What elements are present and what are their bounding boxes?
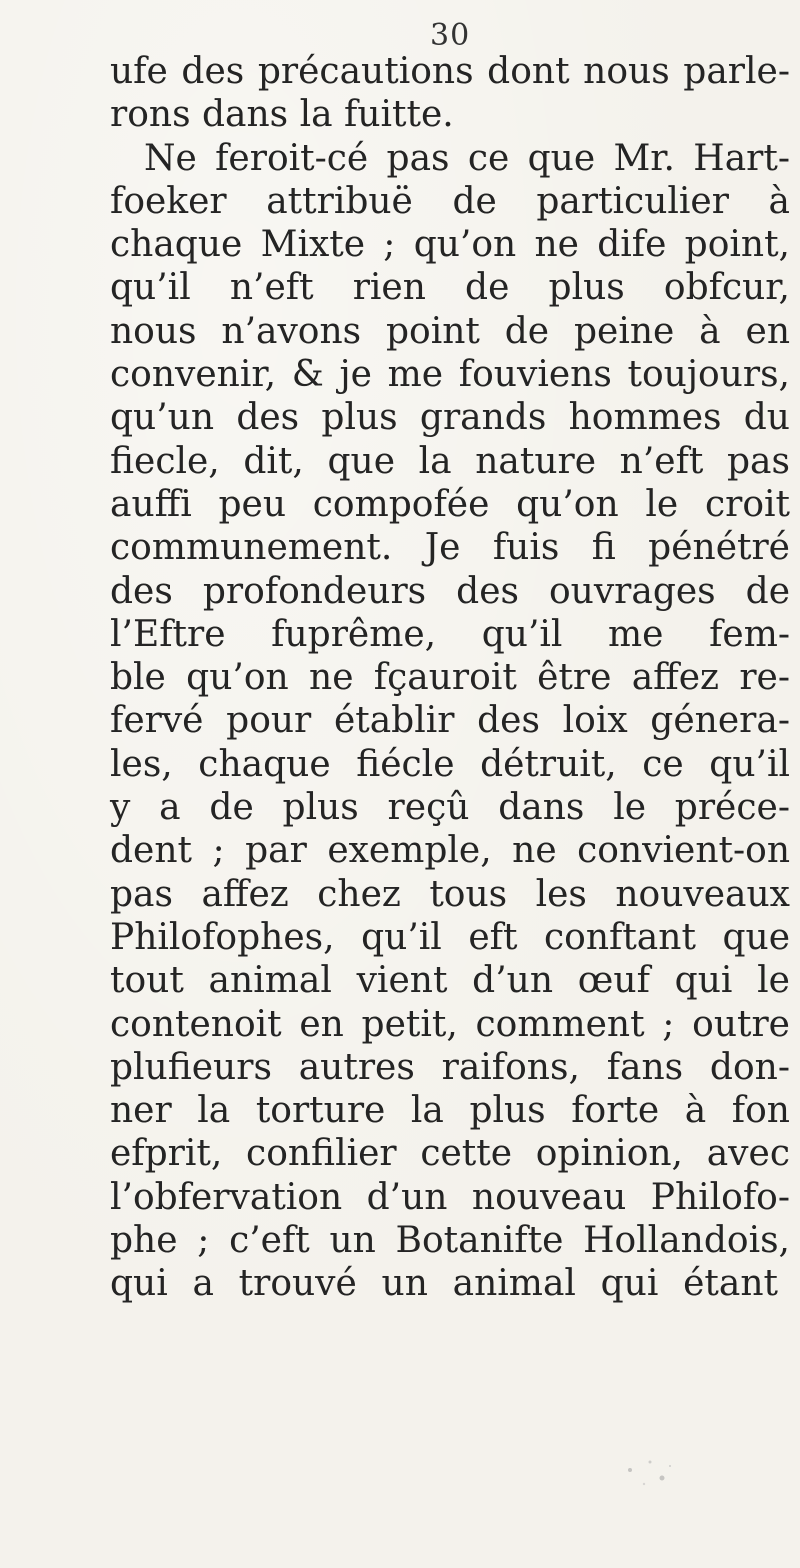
text-line: qui a trouvé un animal qui étant	[110, 1263, 778, 1305]
text-line: y a de plus reçû dans le préce-	[110, 787, 790, 829]
text-line: fervé pour établir des loix génera-	[110, 700, 790, 742]
text-line: phe ; c’eft un Botanifte Hollandois,	[110, 1220, 790, 1262]
text-line: dent ; par exemple, ne convient-on	[110, 830, 790, 872]
text-line: qu’un des plus grands hommes du	[110, 397, 790, 439]
text-line: ufe des précautions dont nous parle-	[110, 51, 790, 92]
text-line: plufieurs autres raifons, fans don-	[110, 1046, 790, 1088]
text-line: les, chaque fiécle détruit, ce qu’il	[110, 743, 790, 785]
text-line: ble qu’on ne fçauroit être affez re-	[110, 657, 790, 699]
text-line: qu’il n’eft rien de plus obfcur,	[110, 267, 790, 309]
text-line: tout animal vient d’un œuf qui le	[110, 960, 790, 1002]
ink-blot	[600, 1440, 690, 1500]
page-number: 30	[430, 18, 471, 53]
text-line: auffi peu compofée qu’on le croit	[110, 483, 790, 525]
text-line: l’Eftre fuprême, qu’il me fem-	[110, 613, 790, 655]
text-line: efprit, confilier cette opinion, avec	[110, 1133, 790, 1175]
text-line: Ne feroit-cé pas ce que Mr. Hart-	[144, 137, 790, 179]
text-line: nous n’avons point de peine à en	[110, 310, 790, 352]
text-line: foeker attribuë de particulier à	[110, 180, 790, 222]
text-line: ner la torture la plus forte à fon	[110, 1090, 790, 1132]
text-line: Philofophes, qu’il eft conftant que	[110, 916, 790, 958]
text-line: des profondeurs des ouvrages de	[110, 570, 790, 612]
text-line: pas affez chez tous les nouveaux	[110, 873, 790, 915]
text-line: communement. Je fuis fi pénétré	[110, 527, 790, 569]
text-line: l’obfervation d’un nouveau Philofo-	[110, 1176, 790, 1218]
text-line: fiecle, dit, que la nature n’eft pas	[110, 440, 790, 482]
text-line: convenir, & je me fouviens toujours,	[110, 354, 790, 396]
body-text	[110, 50, 790, 1306]
text-line: rons dans la fuitte.	[110, 94, 454, 136]
text-line: contenoit en petit, comment ; outre	[110, 1003, 790, 1045]
text-line: chaque Mixte ; qu’on ne dife point,	[110, 224, 790, 266]
